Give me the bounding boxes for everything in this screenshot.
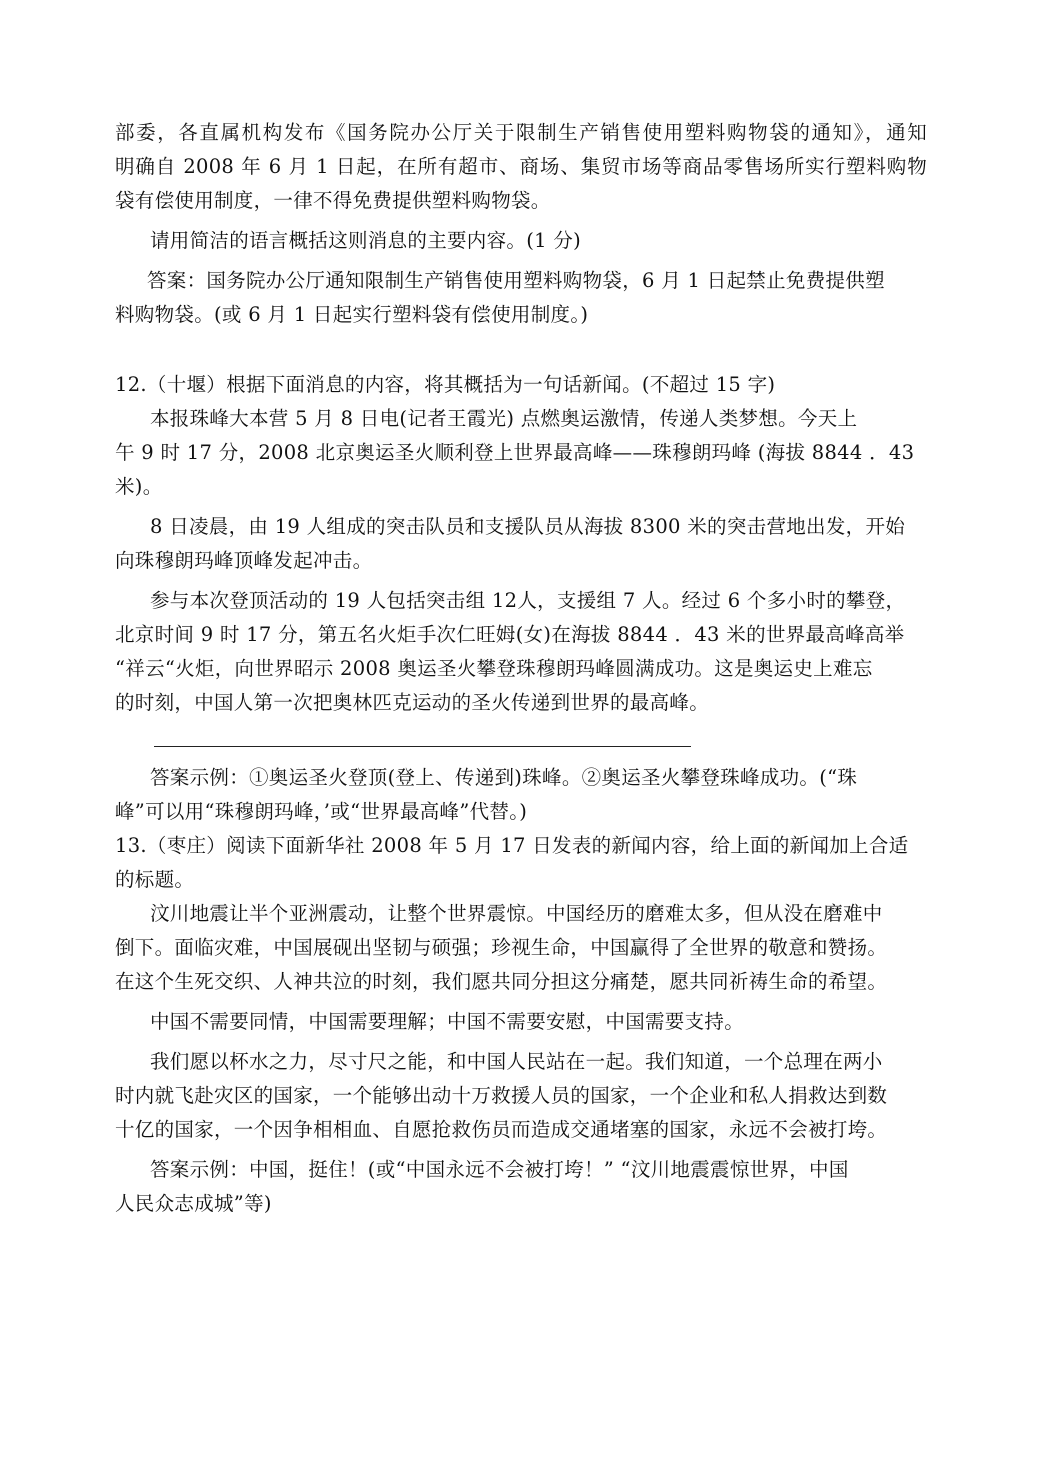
text-line: 倒下。面临灾难，中国展砚出坚韧与硕强；珍视生命，中国赢得了全世界的敬意和赞扬。 (115, 936, 888, 959)
news-paragraph-3 (115, 1045, 935, 1147)
question-prompt: 请用简洁的语言概括这则消息的主要内容。(1 分) (150, 229, 582, 252)
text-line: 本报珠峰大本营 5 月 8 日电(记者王霞光) 点燃奥运激情，传递人类梦想。今天上 (150, 407, 858, 430)
text-line: 北京时间 9 时 17 分，第五名火炬手次仁旺姆(女)在海拔 8844 ．43 米的世界最高峰高举 (115, 623, 905, 646)
text-line: 汶川地震让半个亚洲震动，让整个世界震惊。中国经历的磨难太多，但从没在磨难中 (150, 902, 883, 925)
answer-paragraph (115, 761, 935, 829)
text-line: 答案：国务院办公厅通知限制生产销售使用塑料购物袋，6 月 1 日起禁止免费提供塑 (147, 269, 885, 292)
document-page (115, 116, 935, 1221)
text-line: 午 9 时 17 分，2008 北京奥运圣火顺利登上世界最高峰——珠穆朗玛峰 (海拔 8844 ．43 (115, 441, 915, 464)
text-line: 料购物袋。(或 6 月 1 日起实行塑料袋有偿使用制度。) (115, 303, 589, 326)
text-line: 部委，各直属机构发布《国务院办公厅关于限制生产销售使用塑料购物袋的通知》，通知 (115, 121, 927, 144)
news-paragraph-1 (115, 897, 935, 999)
text-line: 的时刻，中国人第一次把奥林匹克运动的圣火传递到世界的最高峰。 (115, 691, 710, 714)
answer-paragraph (115, 264, 935, 332)
text-line: 8 日凌晨，由 19 人组成的突击队员和支援队员从海拔 8300 米的突击营地出发，开始 (150, 515, 906, 538)
text-line: 时内就飞赴灾区的国家，一个能够出动十万救援人员的国家，一个企业和私人捐救达到数 (115, 1084, 888, 1107)
text-line: 向珠穆朗玛峰顶峰发起冲击。 (115, 549, 373, 572)
news-paragraph-2: 中国不需要同情，中国需要理解；中国不需要安慰，中国需要支持。 (150, 1010, 745, 1033)
news-paragraph-2 (115, 510, 935, 578)
news-paragraph-1 (115, 402, 935, 504)
question-12-heading: 12.（十堰）根据下面消息的内容，将其概括为一句话新闻。(不超过 15 字) (115, 373, 776, 396)
text-line: 答案示例：①奥运圣火登顶(登上、传递到)珠峰。②奥运圣火攀登珠峰成功。(“珠 (150, 766, 858, 789)
text-line: 参与本次登顶活动的 19 人包括突击组 12人，支援组 7 人。经过 6 个多小时的攀登， (150, 589, 906, 612)
text-line: 峰”可以用“珠穆朗玛峰，’或“世界最高峰”代替。) (115, 800, 528, 823)
news-paragraph-3 (115, 584, 935, 720)
text-line: 人民众志成城”等) (115, 1192, 272, 1215)
text-line: 我们愿以杯水之力，尽寸尺之能，和中国人民站在一起。我们知道，一个总理在两小 (150, 1050, 883, 1073)
intro-paragraph (115, 116, 935, 218)
text-line: 13.（枣庄）阅读下面新华社 2008 年 5 月 17 日发表的新闻内容，给上面的新闻加上合适 (115, 834, 909, 857)
text-line: 袋有偿使用制度，一律不得免费提供塑料购物袋。 (115, 189, 551, 212)
answer-blank-line (154, 746, 691, 747)
answer-paragraph (115, 1153, 935, 1221)
text-line: 答案示例：中国，挺住！(或“中国永远不会被打垮！” “汶川地震震惊世界，中国 (150, 1158, 849, 1181)
text-line: “祥云“火炬，向世界昭示 2008 奥运圣火攀登珠穆朗玛峰圆满成功。这是奥运史上难忘 (115, 657, 873, 680)
text-line: 米)。 (115, 475, 163, 498)
text-line: 的标题。 (115, 868, 195, 891)
question-13-heading (115, 829, 935, 897)
text-line: 十亿的国家，一个因争相相血、自愿抢救伤员而造成交通堵塞的国家，永远不会被打垮。 (115, 1118, 888, 1141)
text-line: 明确自 2008 年 6 月 1 日起，在所有超市、商场、集贸市场等商品零售场所实行塑料购物 (115, 155, 927, 178)
text-line: 在这个生死交织、人神共泣的时刻，我们愿共同分担这分痛楚，愿共同祈祷生命的希望。 (115, 970, 888, 993)
